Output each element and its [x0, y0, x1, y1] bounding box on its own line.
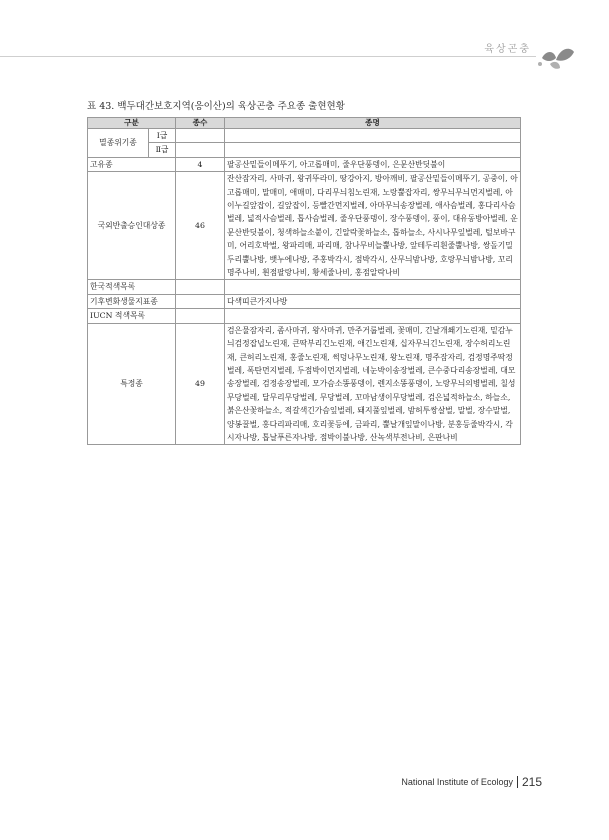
table-row: [88, 172, 521, 280]
header-rule: [0, 56, 536, 57]
row-count: 49: [176, 323, 225, 445]
table-title: 표 43. 백두대간보호지역(응이산)의 육상곤충 주요종 출현현황: [87, 101, 345, 112]
row-subcategory: Ⅰ급: [149, 129, 176, 143]
table-row: [88, 143, 521, 157]
row-category: 멸종위기종: [88, 129, 149, 158]
table-header-row: [88, 118, 521, 129]
row-subcategory: Ⅱ급: [149, 143, 176, 157]
header-category: 구분: [88, 118, 176, 129]
leaf-icon: [536, 44, 580, 70]
page-number: 215: [521, 775, 542, 789]
row-category: 고유종: [88, 157, 176, 171]
row-species: [225, 129, 521, 143]
row-species: [225, 309, 521, 323]
row-species: 팔공산밑들이메뚜기, 아고롭매미, 줄우단풍뎅이, 은문산반딧불이: [225, 157, 521, 171]
row-count: [176, 129, 225, 143]
table-row: [88, 280, 521, 294]
row-category: 특정종: [88, 323, 176, 445]
species-table: [87, 117, 521, 445]
row-species: [225, 143, 521, 157]
row-category: IUCN 적색목록: [88, 309, 176, 323]
table-row: [88, 129, 521, 143]
row-count: [176, 280, 225, 294]
row-category: 한국적색목록: [88, 280, 176, 294]
row-species: 잔산잠자리, 사마귀, 왕귀뚜라미, 땅강아지, 방아깨비, 팔공산밑들이메뚜기, 공중이, 아고롭매미, 말매미, 애매미, 다리무늬침노린재, 노랑뿔잡자리, 쌍무늬무늬먼지벌레, 아이누길앞잡이, 길앞잡이, 등빨간먼지벌레, 아마무늬송장벌레, 애사슴벌레, 홍다리사슴벌레, 넓적사슴벌레, 톱사슴벌레, 줄우단풍뎅이, 장수풍뎅이, 풍이, 대유동방아벌레, 운문산반딧불이, 청색하늘소붙이, 긴알락꽃하늘소, 톱하늘소, 사시나무잎벌레, 털보바구미, 어리호박벌, 왕파리매, 파리매, 참나무비늘뿔나방, 앞테두리흰줄뿔나방, 쌍돌기밀두리뿔나방, 뱃누에나방, 주홍박각시, 점박각시, 산무늬밤나방, 호랑무늬밤나방, 꼬리명주나비, 휜점팔랑나비, 황세줄나비, 홍점알락나비: [225, 172, 521, 280]
header-species: 종명: [225, 118, 521, 129]
row-category: 국외반출승인대상종: [88, 172, 176, 280]
row-count: 46: [176, 172, 225, 280]
row-count: [176, 294, 225, 308]
row-species: 다색띠큰가지나방: [225, 294, 521, 308]
header-count: 종수: [176, 118, 225, 129]
row-count: [176, 309, 225, 323]
row-species: 검은물잠자리, 좀사마귀, 왕사마귀, 만주거룹벌레, 꽃매미, 긴날개쐐기노린재, 밑감누늬검정잡넙노린재, 큰딱부리긴노린재, 애긴노린재, 십자무늬긴노린재, 장수허리노린재, 큰허리노린재, 홍줄노린재, 썩덩나무노린재, 왕노린재, 명주잠자리, 검정명주딱정벌레, 폭탄먼지벌레, 두점박이먼지벌레, 네눈박이송장벌레, 큰수중다리송장벌레, 대모송장벌레, 검정송장벌레, 모가슴소똥풍뎅이, 렌지소똥풍뎅이, 노랑무늬의병벌레, 칠성무당벌레, 달무리무당벌레, 무당벌레, 꼬마남생이무당벌레, 검은넓적하늘소, 하늘소, 붉은산꽃하늘소, 적갈색긴가슴잎벌레, 돼지풀잎벌레, 밤허투쌍살벌, 말벌, 장수말벌, 양봉꿀벌, 홍다리파리매, 호리꽃등에, 금파리, 뿔날개잎말이나방, 분홍등줄박각시, 각시자나방, 톱날푸른자나방, 점박이불나방, 산녹색부전나비, 은판나비: [225, 323, 521, 445]
row-category: 기후변화생물지표종: [88, 294, 176, 308]
page-footer: [401, 775, 542, 789]
table-row: [88, 294, 521, 308]
table-row: [88, 323, 521, 445]
row-species: [225, 280, 521, 294]
table-row: [88, 309, 521, 323]
footer-institution: National Institute of Ecology: [401, 777, 513, 787]
footer-divider: [517, 776, 518, 788]
table-row: [88, 157, 521, 171]
row-count: 4: [176, 157, 225, 171]
row-count: [176, 143, 225, 157]
section-label: 육상곤충: [484, 44, 531, 55]
